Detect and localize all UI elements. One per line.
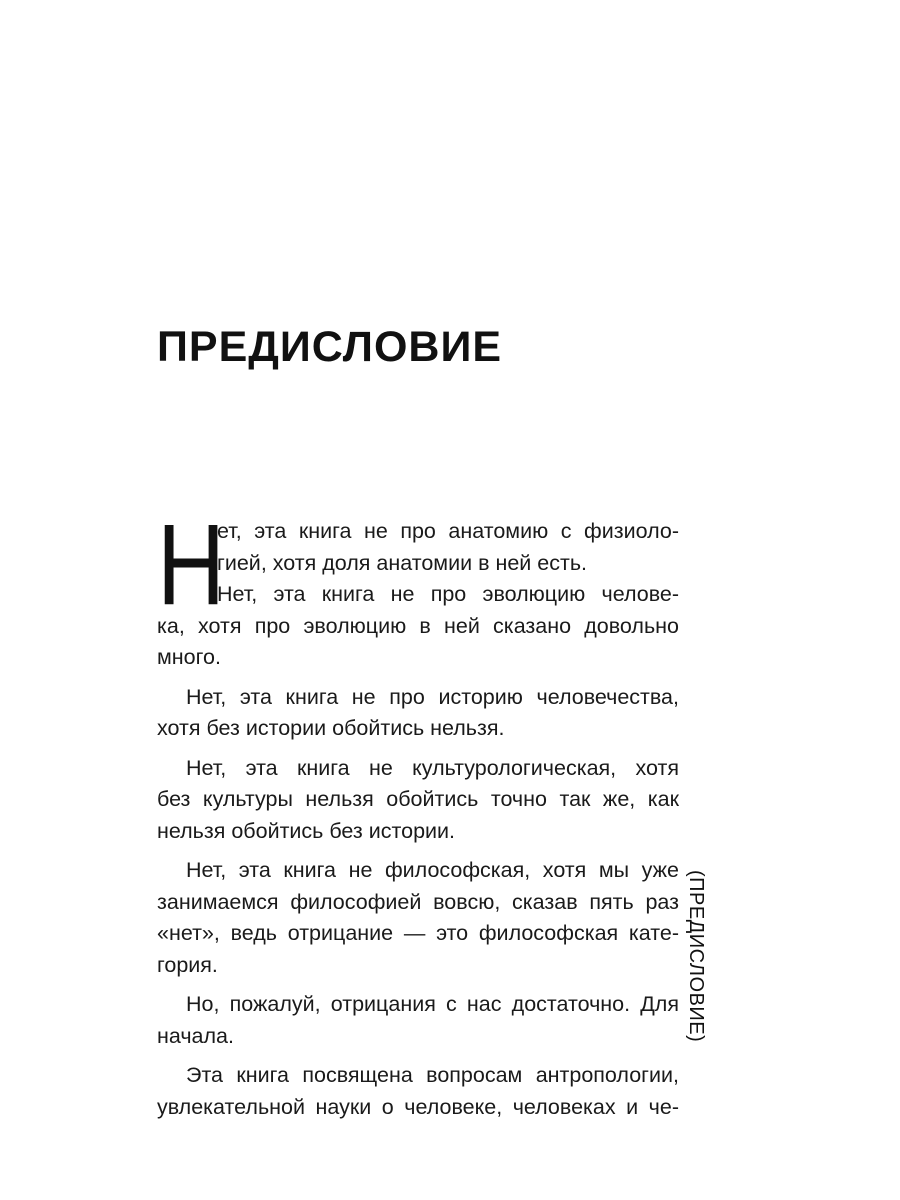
chapter-title: ПРЕДИСЛОВИЕ <box>157 323 503 371</box>
text-line: хотя без истории обойтись нельзя. <box>157 716 505 740</box>
drop-cap: Н <box>157 501 226 629</box>
text-line: гией, хотя доля анатомии в ней есть. <box>217 550 588 575</box>
text-line: Но, пожалуй, отрицания с нас достаточно. Для <box>186 992 679 1016</box>
text-line: Нет, эта книга не про историю человечества, <box>186 684 679 709</box>
text-line: Нет, эта книга не философская, хотя мы уже <box>186 858 679 882</box>
text-line: ка, хотя про эволюцию в ней сказано довольно <box>157 613 679 638</box>
text-line: без культуры нельзя обойтись точно так же, как <box>157 787 679 811</box>
text-line: много. <box>157 645 221 669</box>
text-line: увлекательной науки о человеке, человеках и че- <box>157 1094 679 1119</box>
text-line: ет, эта книга не про анатомию с физиоло- <box>217 519 679 543</box>
text-line: Эта книга посвящена вопросам антропологии, <box>186 1063 679 1087</box>
text-line: начала. <box>157 1023 234 1048</box>
text-line: занимаемся философией вовсю, сказав пять раз <box>157 889 679 914</box>
text-line: «нет», ведь отрицание — это философская кате- <box>157 921 679 945</box>
running-header: (ПРЕДИСЛОВИЕ) <box>685 870 707 1043</box>
text-line: Нет, эта книга не культурологическая, хотя <box>186 755 679 780</box>
text-line: гория. <box>157 952 218 977</box>
text-line: Нет, эта книга не про эволюцию челове- <box>217 582 679 606</box>
body-text <box>157 501 679 1123</box>
text-line: нельзя обойтись без истории. <box>157 818 456 843</box>
